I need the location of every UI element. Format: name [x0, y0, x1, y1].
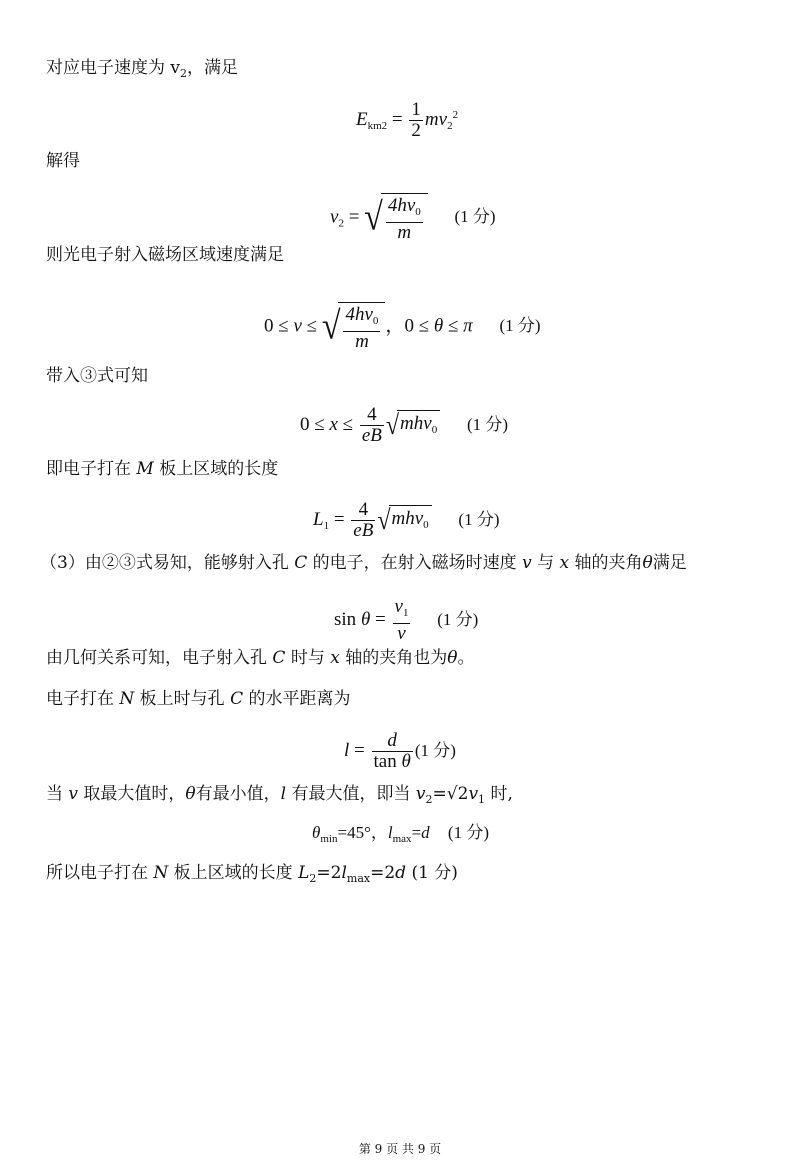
e8-eq2: =	[411, 823, 422, 842]
e1-Esub: km2	[367, 119, 388, 132]
e8-theta: θ	[312, 823, 321, 842]
e5-sqrt: √mhν$_0$	[377, 505, 431, 536]
equation-7	[344, 731, 456, 772]
e4-den: eB	[361, 425, 382, 446]
e8-score: (1 分)	[447, 823, 489, 842]
e7-eq: =	[349, 739, 370, 761]
l7-mid: 时与	[285, 648, 331, 668]
e5-score: (1 分)	[458, 509, 500, 529]
e3-den: m	[355, 331, 369, 352]
l5-pre: 即电子打在	[46, 459, 137, 479]
e8-lsub: max	[392, 833, 412, 845]
e1-frac	[409, 100, 423, 141]
e3-pi: π	[463, 315, 473, 337]
e4-rad: mhν	[400, 413, 432, 434]
l9-tail: 时,	[485, 784, 513, 804]
l10-score: (1 分)	[406, 863, 458, 883]
text-line-1	[46, 57, 238, 85]
l6-mid2: 与	[531, 553, 560, 573]
l6-x: x	[559, 553, 570, 573]
l9-v2: v	[415, 784, 426, 804]
e2-v: v	[330, 206, 339, 228]
l10-d: d	[395, 863, 407, 883]
l9-a: 取最大值时，	[78, 784, 186, 804]
e4-num: 4	[360, 405, 384, 426]
l7-theta: θ	[447, 648, 458, 668]
e6-numsub: 1	[402, 607, 409, 619]
e6-theta: θ	[360, 608, 371, 630]
e8-d: d	[421, 823, 430, 842]
e4-frac	[360, 405, 384, 446]
l10-eq2: =2	[370, 863, 396, 883]
e3-sqrt: √ $\frac{4h\nu_0}{m}$	[322, 302, 386, 352]
e2-score: (1 分)	[454, 207, 496, 227]
e2-den: m	[397, 222, 412, 243]
e7-num: d	[372, 731, 413, 752]
l9-b: 有最小值，	[195, 784, 281, 804]
e5-eq: =	[329, 508, 350, 530]
l9-c: 有最大值，即当	[286, 784, 416, 804]
text-line-9	[46, 783, 513, 811]
l5-M: M	[136, 459, 154, 479]
e6-num: v	[394, 596, 403, 617]
e1-v: v	[438, 108, 448, 130]
e6-sin: sin	[334, 608, 361, 630]
e2-vsub: 2	[338, 217, 344, 230]
e4-radsub: 0	[431, 424, 438, 436]
e7-den-tan: tan	[373, 751, 402, 772]
e3-num: 4hν	[345, 304, 373, 325]
l10-pre: 所以电子打在	[46, 863, 154, 883]
l8-C: C	[230, 689, 244, 709]
l6-pre: （3）由②③式易知，能够射入孔	[40, 553, 295, 573]
l6-mid1: 的电子，在射入磁场时速度	[307, 553, 523, 573]
e4-score: (1 分)	[466, 414, 509, 434]
l9-v2sub: 2	[425, 793, 433, 806]
e3-a: 0 ≤	[264, 315, 294, 337]
l9-pre: 当	[46, 784, 69, 804]
e1-den: 2	[411, 120, 421, 141]
l9-v1sub: 1	[478, 793, 486, 806]
e1-vsup: 2	[452, 108, 459, 121]
equation-6	[334, 597, 478, 644]
e6-frac	[393, 597, 411, 644]
l10-l: l	[341, 863, 347, 883]
e3-d: ≤	[443, 315, 464, 337]
l6-tail: 满足	[652, 553, 687, 573]
e8-thsub: min	[320, 833, 338, 845]
e6-eq: =	[370, 608, 391, 630]
l9-eq: =√2	[432, 784, 469, 804]
e4-x: x	[329, 413, 338, 435]
e4-b: ≤	[337, 413, 358, 435]
e7-den-theta: θ	[401, 751, 411, 772]
l10-L: L	[298, 863, 310, 883]
l10-lsub: max	[346, 872, 371, 885]
e2-num: 4hν	[387, 195, 416, 216]
l6-theta: θ	[642, 553, 653, 573]
e5-rad: mhν	[391, 508, 424, 529]
e3-b: ≤	[301, 315, 322, 337]
e4-sqrt: √mhν$_0$	[386, 410, 440, 441]
text-line-10	[46, 862, 458, 890]
e5-den: eB	[353, 520, 374, 541]
l6-post: 轴的夹角	[569, 553, 643, 573]
e7-frac	[372, 731, 413, 772]
l10-N: N	[153, 863, 169, 883]
e6-den: v	[397, 623, 406, 644]
e8-eq1: =45°，	[337, 823, 388, 842]
e4-a: 0 ≤	[300, 413, 330, 435]
text-line-3: 则光电子射入磁场区域速度满足	[46, 245, 284, 265]
text-line-4: 带入③式可知	[46, 366, 148, 386]
l8-mid: 板上时与孔	[134, 689, 231, 709]
l7-tail: 。	[457, 648, 475, 668]
e2-eq: =	[343, 206, 365, 228]
l7-pre: 由几何关系可知，电子射入孔	[46, 648, 273, 668]
e5-L: L	[313, 508, 324, 530]
l10-eq1: =2	[316, 863, 342, 883]
l1-sub: 2	[180, 67, 188, 80]
e6-score: (1 分)	[437, 609, 479, 629]
e2-frac	[386, 196, 423, 243]
equation-8	[312, 822, 489, 850]
e1-vsub: 2	[447, 119, 453, 132]
e3-c: 0 ≤	[404, 315, 434, 337]
e3-score: (1 分)	[499, 316, 541, 336]
l7-x: x	[330, 648, 340, 668]
text-line-2: 解得	[46, 151, 80, 171]
equation-1	[356, 100, 458, 141]
l8-post: 的水平距离为	[243, 689, 351, 709]
l7-post: 轴的夹角也为	[339, 648, 448, 668]
l6-C: C	[294, 553, 308, 573]
l1-text: 对应电子速度为 v	[46, 58, 181, 78]
equation-3	[264, 302, 541, 352]
l9-l: l	[280, 784, 287, 804]
e8-l: l	[387, 823, 393, 842]
e3-numsub: 0	[372, 315, 379, 327]
l10-Lsub: 2	[309, 872, 317, 885]
page-footer: 第 9 页 共 9 页	[358, 1142, 442, 1156]
e2-numsub: 0	[415, 206, 421, 218]
l7-C: C	[272, 648, 286, 668]
l9-v1: v	[468, 784, 479, 804]
equation-4	[300, 405, 508, 446]
text-line-5	[46, 458, 278, 480]
text-line-6	[40, 552, 687, 574]
e1-eq: =	[387, 108, 408, 130]
l8-pre: 电子打在	[46, 689, 120, 709]
e5-Lsub: 1	[323, 519, 330, 532]
equation-2	[330, 193, 496, 243]
e2-sqrt: √ $\frac{4h\nu_0}{m}$	[364, 193, 428, 243]
e1-num: 1	[411, 99, 421, 120]
e5-num: 4	[351, 500, 375, 521]
text-line-8	[46, 688, 351, 710]
e5-frac	[351, 500, 375, 541]
e7-score: (1 分)	[414, 740, 456, 760]
e3-v: v	[293, 315, 302, 337]
e1-m: m	[424, 108, 439, 130]
equation-5	[313, 500, 500, 541]
e3-theta: θ	[433, 315, 444, 337]
l9-v: v	[68, 784, 79, 804]
l5-post: 板上区域的长度	[153, 459, 279, 479]
l6-v: v	[522, 553, 532, 573]
e3-frac	[343, 305, 380, 352]
l9-theta: θ	[185, 784, 196, 804]
e7-l: l	[344, 739, 350, 761]
l8-N: N	[119, 689, 135, 709]
e1-E: E	[356, 108, 368, 130]
e3-comma: ，	[385, 315, 405, 337]
l1-tail: ，满足	[187, 58, 239, 78]
l10-mid: 板上区域的长度	[168, 863, 299, 883]
e5-radsub: 0	[423, 519, 429, 531]
text-line-7	[46, 647, 474, 669]
